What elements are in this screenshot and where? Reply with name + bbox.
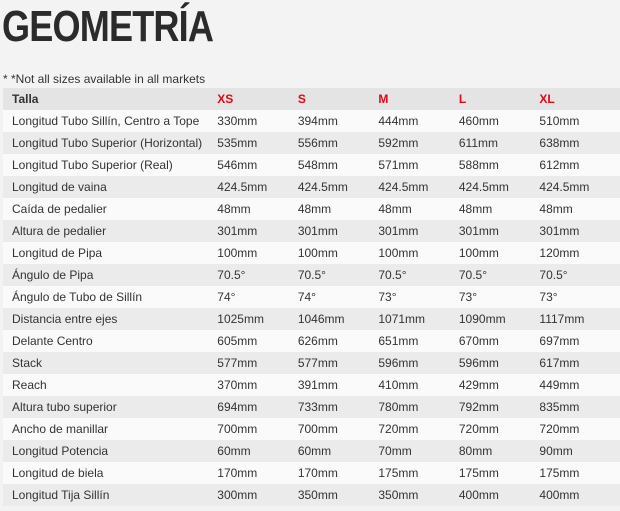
size-value: 626mm [297, 334, 338, 348]
size-value: 301mm [458, 224, 499, 238]
row-label: Longitud Tubo Superior (Real) [12, 158, 173, 172]
size-value: 60mm [217, 444, 251, 458]
row-label: Ancho de manillar [12, 422, 109, 436]
size-value: 588mm [458, 158, 499, 172]
row-label: Longitud Tubo Superior (Horizontal) [12, 136, 203, 150]
geometry-table [3, 88, 620, 506]
size-value: 556mm [297, 136, 338, 150]
size-value: 1071mm [378, 312, 426, 326]
size-value: 429mm [458, 378, 499, 392]
size-value: 611mm [458, 136, 498, 150]
size-value: 70.5° [458, 268, 488, 282]
table-row [3, 374, 620, 396]
table-row [3, 396, 620, 418]
row-label: Longitud Tija Sillín [12, 488, 110, 502]
size-value: 170mm [217, 466, 258, 480]
size-value: 48mm [539, 202, 573, 216]
table-row [3, 154, 620, 176]
size-value: 424.5mm [539, 180, 590, 194]
row-label: Stack [12, 356, 43, 370]
row-label: Longitud de Pipa [12, 246, 103, 260]
size-value: 424.5mm [217, 180, 268, 194]
size-value: 612mm [539, 158, 580, 172]
table-row [3, 242, 620, 264]
size-value: 670mm [458, 334, 499, 348]
size-value: 1090mm [458, 312, 506, 326]
size-value: 48mm [378, 202, 412, 216]
size-value: 720mm [458, 422, 499, 436]
size-value: XS [217, 92, 234, 106]
size-value: 394mm [297, 114, 338, 128]
size-value: 70.5° [297, 268, 326, 282]
size-value: 460mm [458, 114, 499, 128]
row-label: Ángulo de Tubo de Sillín [12, 290, 143, 304]
size-value: 100mm [217, 246, 258, 260]
size-value: 700mm [217, 422, 258, 436]
size-value: 410mm [378, 378, 419, 392]
row-label: Longitud Potencia [12, 444, 109, 458]
table-row [3, 484, 620, 506]
row-label: Altura tubo superior [12, 400, 117, 414]
size-value: 60mm [297, 444, 332, 458]
size-value: 449mm [539, 378, 580, 392]
size-value: 300mm [217, 488, 258, 502]
size-value: 175mm [539, 466, 580, 480]
size-value: 571mm [378, 158, 419, 172]
size-value: 700mm [297, 422, 338, 436]
size-value: 617mm [539, 356, 580, 370]
size-value: L [458, 92, 467, 106]
size-value: 400mm [458, 488, 499, 502]
size-value: 70.5° [378, 268, 407, 282]
table-row [3, 462, 620, 484]
size-value: M [378, 92, 389, 106]
size-value: 546mm [217, 158, 258, 172]
size-value: 73° [378, 290, 397, 304]
size-value: 577mm [297, 356, 338, 370]
size-value: 48mm [217, 202, 251, 216]
size-value: 424.5mm [378, 180, 429, 194]
size-value: 350mm [297, 488, 338, 502]
size-value: 100mm [378, 246, 419, 260]
size-value: 100mm [297, 246, 338, 260]
size-value: 301mm [539, 224, 580, 238]
row-label: Distancia entre ejes [12, 312, 118, 326]
row-label: Caída de pedalier [12, 202, 107, 216]
size-value: S [297, 92, 306, 106]
size-value: 170mm [297, 466, 338, 480]
row-label: Talla [12, 92, 39, 106]
size-value: 301mm [217, 224, 258, 238]
table-header [3, 88, 620, 110]
row-label: Longitud de vaina [12, 180, 107, 194]
table-row [3, 330, 620, 352]
size-value: 400mm [539, 488, 580, 502]
table-row [3, 418, 620, 440]
size-value: 391mm [297, 378, 338, 392]
size-value: 697mm [539, 334, 580, 348]
size-value: 424.5mm [458, 180, 509, 194]
size-value: 175mm [458, 466, 499, 480]
size-value: 792mm [458, 400, 499, 414]
table-row [3, 440, 620, 462]
size-value: 74° [217, 290, 236, 304]
size-value: 651mm [378, 334, 419, 348]
table-row [3, 110, 620, 132]
size-value: 350mm [378, 488, 419, 502]
size-value: 720mm [539, 422, 580, 436]
table-row [3, 198, 620, 220]
size-value: 444mm [378, 114, 419, 128]
size-value: 638mm [539, 136, 580, 150]
size-value: 835mm [539, 400, 580, 414]
size-value: 1025mm [217, 312, 264, 326]
size-value: 73° [458, 290, 478, 304]
size-value: 605mm [217, 334, 258, 348]
size-value: 330mm [217, 114, 258, 128]
size-value: 301mm [297, 224, 338, 238]
size-value: 720mm [378, 422, 419, 436]
size-value: 70.5° [217, 268, 246, 282]
table-row [3, 352, 620, 374]
size-value: 577mm [217, 356, 258, 370]
table-row [3, 286, 620, 308]
size-value: 548mm [297, 158, 338, 172]
table-row [3, 264, 620, 286]
table-row [3, 308, 620, 330]
size-value: XL [539, 92, 555, 106]
table-row [3, 220, 620, 242]
size-value: 424.5mm [297, 180, 348, 194]
row-label: Altura de pedalier [12, 224, 107, 238]
size-value: 100mm [458, 246, 499, 260]
size-value: 510mm [539, 114, 580, 128]
size-value: 175mm [378, 466, 419, 480]
row-label: Longitud de biela [12, 466, 104, 480]
size-value: 73° [539, 290, 558, 304]
size-value: 596mm [378, 356, 419, 370]
row-label: Delante Centro [12, 334, 93, 348]
size-value: 70.5° [539, 268, 568, 282]
size-value: 694mm [217, 400, 258, 414]
table-row [3, 132, 620, 154]
row-label: Longitud Tubo Sillín, Centro a Tope [12, 114, 200, 128]
size-value: 733mm [297, 400, 338, 414]
size-value: 301mm [378, 224, 419, 238]
size-value: 370mm [217, 378, 258, 392]
size-value: 1117mm [539, 312, 585, 326]
row-label: Reach [12, 378, 47, 392]
size-value: 48mm [458, 202, 493, 216]
size-value: 535mm [217, 136, 258, 150]
size-value: 780mm [378, 400, 419, 414]
size-value: 90mm [539, 444, 573, 458]
size-value: 80mm [458, 444, 493, 458]
size-value: 70mm [378, 444, 412, 458]
size-value: 120mm [539, 246, 580, 260]
size-value: 1046mm [297, 312, 345, 326]
size-value: 596mm [458, 356, 499, 370]
size-value: 592mm [378, 136, 419, 150]
table-row [3, 176, 620, 198]
size-value: 48mm [297, 202, 332, 216]
page-title: GEOMETRÍA [2, 2, 214, 51]
availability-note: * *Not all sizes available in all markets [3, 72, 206, 86]
row-label: Ángulo de Pipa [12, 268, 94, 282]
size-value: 74° [297, 290, 316, 304]
